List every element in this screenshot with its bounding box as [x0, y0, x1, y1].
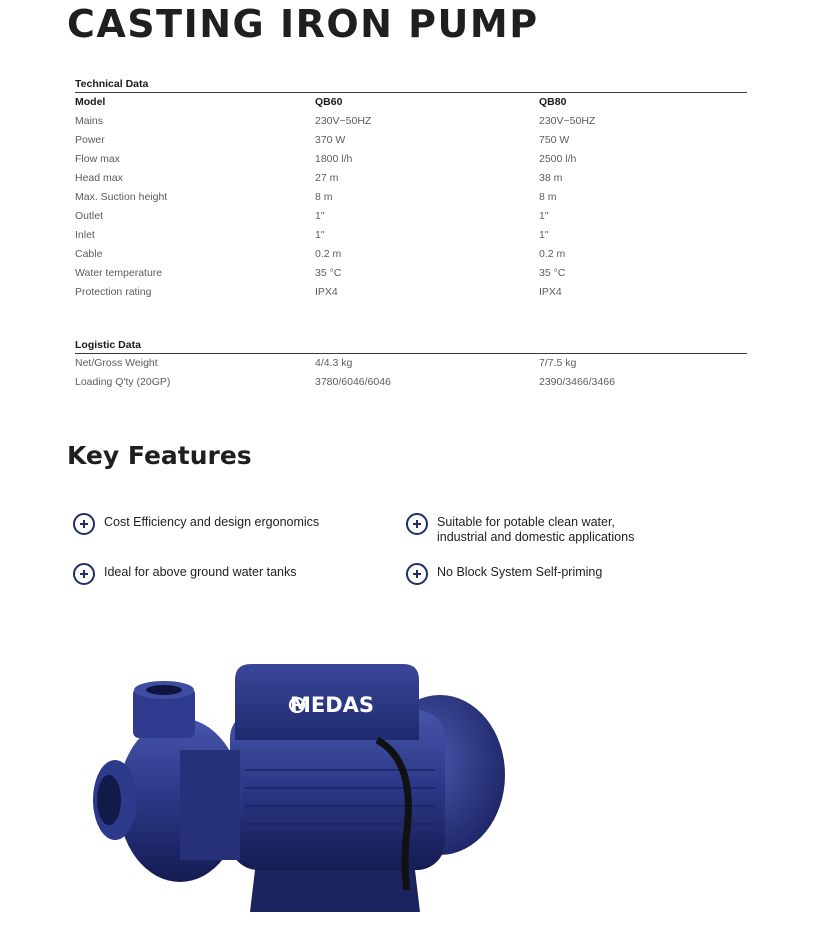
feature-text [437, 565, 602, 580]
table-row [75, 150, 747, 169]
row-label: Inlet [75, 229, 95, 241]
row-value: 38 m [539, 172, 563, 184]
table-header-row [75, 93, 747, 112]
plus-circle-icon [406, 563, 428, 585]
table-row [75, 226, 747, 245]
row-value: 7/7.5 kg [539, 357, 577, 369]
row-label: Head max [75, 172, 123, 184]
row-value: 4/4.3 kg [315, 357, 353, 369]
feature-line: Suitable for potable clean water, [437, 515, 615, 529]
feature-text [104, 565, 296, 580]
row-label: Flow max [75, 153, 120, 165]
technical-data-rows [75, 112, 747, 302]
row-label: Outlet [75, 210, 104, 222]
feature-item [406, 565, 602, 585]
table-row [75, 264, 747, 283]
row-value: 8 m [315, 191, 333, 203]
feature-text [437, 515, 634, 545]
pump-photo [85, 650, 510, 925]
row-value: 230V~50HZ [539, 115, 596, 127]
row-value: 370 W [315, 134, 346, 146]
row-value: 1" [315, 229, 325, 241]
row-value: 35 °C [315, 267, 342, 279]
row-value: 2500 l/h [539, 153, 577, 165]
row-label: Protection rating [75, 286, 152, 298]
feature-line: No Block System Self-priming [437, 565, 603, 579]
feature-line: industrial and domestic applications [437, 530, 635, 544]
row-label: Loading Q'ty (20GP) [75, 376, 171, 388]
table-row [75, 169, 747, 188]
row-value: 3780/6046/6046 [315, 376, 391, 388]
table-row [75, 188, 747, 207]
logistic-data-rows [75, 354, 747, 392]
table-row [75, 373, 747, 392]
feature-item [406, 515, 634, 545]
row-label: Mains [75, 115, 104, 127]
technical-data-heading: Technical Data [75, 77, 747, 93]
row-value: 35 °C [539, 267, 566, 279]
table-row [75, 245, 747, 264]
row-value: 1" [539, 229, 549, 241]
row-label: Water temperature [75, 267, 163, 279]
row-label: Cable [75, 248, 103, 260]
table-row [75, 354, 747, 373]
table-row [75, 112, 747, 131]
technical-data-table [75, 77, 747, 302]
brand-text: MEDAS [290, 693, 375, 717]
feature-item [73, 565, 296, 585]
row-value: 0.2 m [539, 248, 566, 260]
feature-text [104, 515, 319, 530]
row-value: 8 m [539, 191, 557, 203]
row-value: 750 W [539, 134, 570, 146]
row-label: Power [75, 134, 105, 146]
row-value: 1" [539, 210, 549, 222]
feature-line: Ideal for above ground water tanks [104, 565, 297, 579]
table-row [75, 283, 747, 302]
logistic-data-heading: Logistic Data [75, 338, 747, 354]
row-label: Net/Gross Weight [75, 357, 158, 369]
plus-circle-icon [406, 513, 428, 535]
row-value: 2390/3466/3466 [539, 376, 615, 388]
row-value: 1" [315, 210, 325, 222]
column-header-qb60: QB60 [315, 96, 343, 108]
row-label: Max. Suction height [75, 191, 168, 203]
pump-base [250, 870, 420, 912]
table-row [75, 207, 747, 226]
row-value: 0.2 m [315, 248, 342, 260]
feature-item [73, 515, 319, 535]
row-value: IPX4 [315, 286, 338, 298]
page-title: CASTING IRON PUMP [67, 2, 539, 46]
plus-circle-icon [73, 563, 95, 585]
feature-line: Cost Efficiency and design ergonomics [104, 515, 320, 529]
row-value: 1800 l/h [315, 153, 353, 165]
column-header-qb80: QB80 [539, 96, 567, 108]
logistic-data-table [75, 338, 747, 392]
row-value: 27 m [315, 172, 339, 184]
column-header-model: Model [75, 96, 106, 108]
table-row [75, 131, 747, 150]
plus-circle-icon [73, 513, 95, 535]
row-value: IPX4 [539, 286, 562, 298]
row-value: 230V~50HZ [315, 115, 372, 127]
key-features-heading: Key Features [67, 441, 252, 470]
